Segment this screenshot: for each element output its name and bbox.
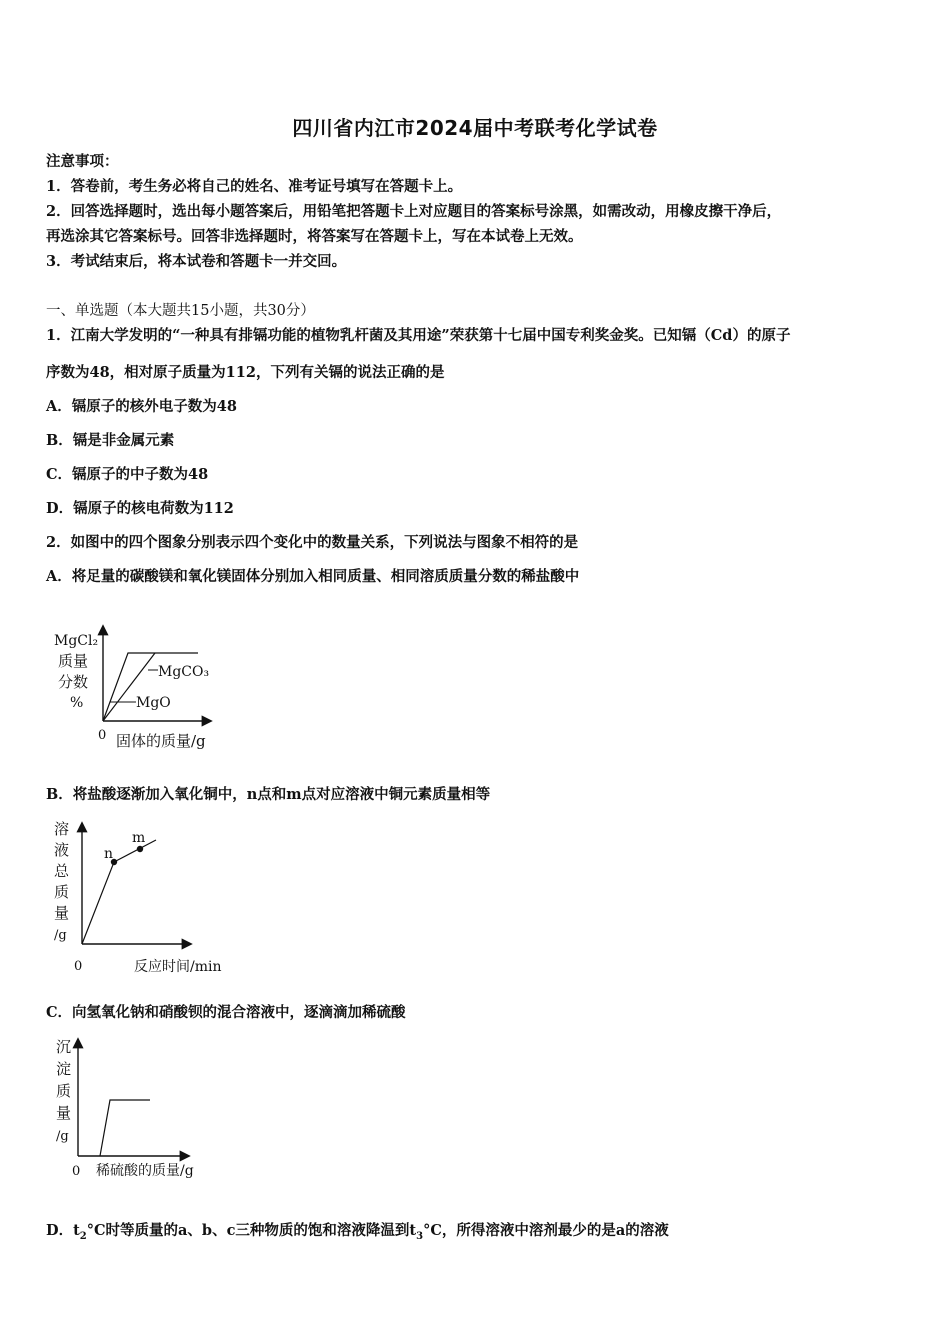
notice-item: 2．回答选择题时，选出每小题答案后，用铅笔把答题卡上对应题目的答案标号涂黑，如需改动，用橡皮擦干净后， — [46, 203, 782, 220]
graph-c-ylabel-1: 沉 — [56, 1038, 72, 1056]
graph-a-ylabel-4: % — [70, 695, 84, 711]
graph-a-legend-mgo: MgO — [136, 695, 171, 711]
graph-c-ylabel-4: 量 — [56, 1104, 72, 1122]
graph-a-ylabel-3: 分数 — [58, 673, 89, 691]
q2-option-d-part1: D．t — [46, 1222, 80, 1239]
graph-b-point-m — [137, 846, 143, 852]
q2-option-b: B．将盐酸逐渐加入氧化铜中，n点和m点对应溶液中铜元素质量相等 — [46, 786, 491, 803]
q2-option-c: C．向氢氧化钠和硝酸钡的混合溶液中，逐滴滴加稀硫酸 — [46, 1004, 406, 1021]
graph-b-ylabel-5: 量 — [54, 904, 70, 922]
graph-a-legend-mgco3: MgCO₃ — [158, 664, 210, 680]
q2-option-d-part2: °C时等质量的a、b、c三种物质的饱和溶液降温到t — [86, 1222, 417, 1239]
graph-c-ylabel-5: /g — [56, 1129, 69, 1144]
q2-option-d-sub1: 2 — [79, 1230, 87, 1242]
q1-option-a: A．镉原子的核外电子数为48 — [46, 398, 237, 415]
graph-c-line — [100, 1100, 150, 1156]
graph-b-label-n: n — [104, 846, 114, 862]
graph-b-ylabel-1: 溶 — [54, 820, 70, 838]
notice-item: 3．考试结束后，将本试卷和答题卡一并交回。 — [46, 253, 347, 270]
notice-item: 再选涂其它答案标号。回答非选择题时，将答案写在答题卡上，写在本试卷上无效。 — [46, 228, 583, 245]
question-2-stem: 2．如图中的四个图象分别表示四个变化中的数量关系，下列说法与图象不相符的是 — [46, 534, 579, 551]
graph-a-origin: 0 — [98, 728, 107, 743]
graph-c-ylabel-2: 淀 — [56, 1060, 72, 1078]
graph-b-ylabel-2: 液 — [54, 841, 70, 859]
graph-a-ylabel-1: MgCl₂ — [54, 633, 99, 649]
q2-option-d — [46, 1221, 669, 1247]
q1-option-b: B．镉是非金属元素 — [46, 432, 175, 449]
graph-a-xlabel: 固体的质量/g — [116, 732, 206, 750]
graph-b-label-m: m — [132, 830, 146, 846]
graph-c — [48, 1034, 238, 1184]
graph-b-ylabel-3: 总 — [54, 862, 70, 880]
question-1-stem: 1．江南大学发明的“一种具有排镉功能的植物乳杆菌及其用途”荣获第十七届中国专利奖金奖。已知镉（Cd）的原子 — [46, 327, 791, 344]
graph-b-ylabel-6: /g — [54, 928, 67, 943]
page-title: 四川省内江市2024届中考联考化学试卷 — [292, 116, 658, 140]
graph-b — [48, 818, 248, 978]
graph-c-origin: 0 — [72, 1164, 81, 1179]
graph-c-xlabel: 稀硫酸的质量/g — [96, 1163, 194, 1179]
graph-c-ylabel-3: 质 — [56, 1082, 72, 1100]
q1-option-d: D．镉原子的核电荷数为112 — [46, 500, 234, 517]
graph-a-ylabel-2: 质量 — [58, 652, 89, 670]
graph-b-xlabel: 反应时间/min — [134, 959, 222, 975]
q1-option-c: C．镉原子的中子数为48 — [46, 466, 209, 483]
q2-option-a: A．将足量的碳酸镁和氧化镁固体分别加入相同质量、相同溶质质量分数的稀盐酸中 — [46, 568, 580, 585]
graph-b-origin: 0 — [74, 959, 83, 974]
section-heading: 一、单选题（本大题共15小题，共30分） — [46, 303, 315, 319]
graph-a — [48, 615, 228, 755]
question-1-stem-cont: 序数为48，相对原子质量为112，下列有关镉的说法正确的是 — [46, 364, 445, 381]
notice-item: 1．答卷前，考生务必将自己的姓名、准考证号填写在答题卡上。 — [46, 178, 463, 195]
graph-b-line — [82, 840, 156, 944]
notice-heading: 注意事项： — [46, 153, 119, 170]
graph-b-ylabel-4: 质 — [54, 883, 70, 901]
q2-option-d-part3: °C，所得溶液中溶剂最少的是a的溶液 — [423, 1222, 669, 1239]
q2-option-d-sub2: 3 — [416, 1230, 424, 1242]
